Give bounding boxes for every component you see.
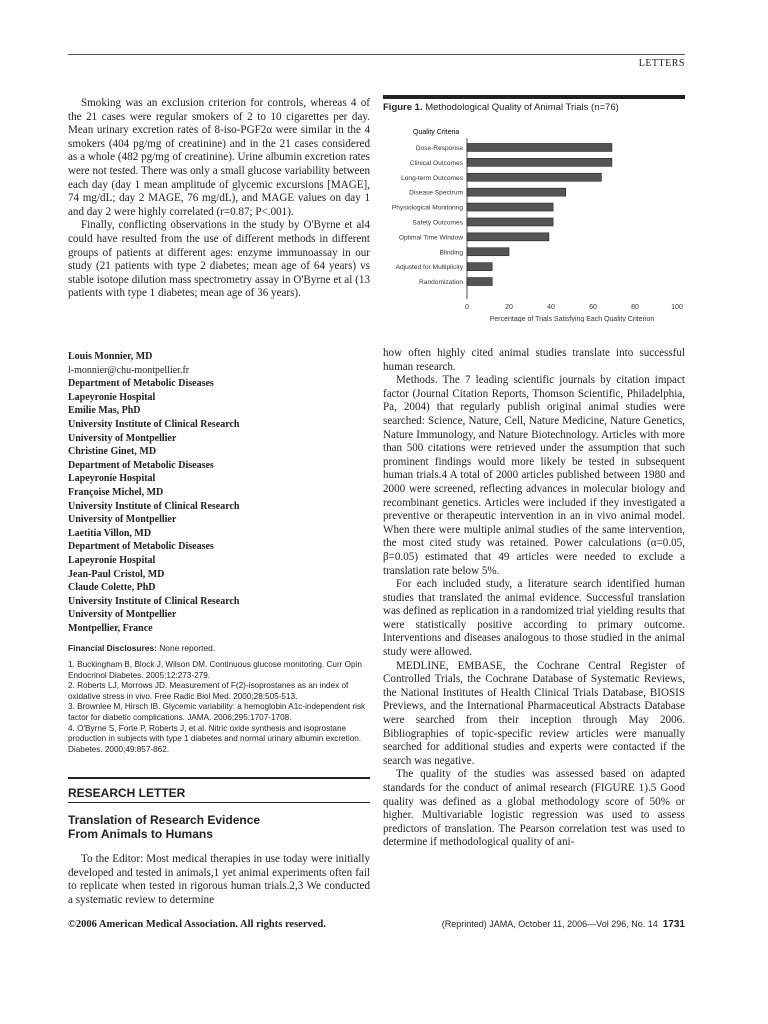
bar: [467, 203, 553, 211]
category-label: Disease Spectrum: [409, 189, 463, 197]
x-tick-label: 80: [631, 304, 639, 311]
author-block: [68, 568, 370, 582]
author-block: [68, 486, 370, 527]
author-block: [68, 404, 370, 445]
article-title-line: From Animals to Humans: [68, 827, 213, 841]
author-block: [68, 350, 370, 404]
financial-disclosures: [68, 643, 215, 653]
author-affiliation: University Institute of Clinical Research: [68, 500, 240, 512]
bar: [467, 263, 492, 271]
intro-paragraph-1: Smoking was an exclusion criterion for controls, whereas 4 of the 21 cases were regular smokers of 2 to 10 cigarettes per day. Mean urinary excretion rates of 8-iso-PGF2α were similar in the 4 smokers (404 pg/mg of creatinine) and in the 21 cases considered as a whole (482 pg/mg of creatinine). Urine albumin excretion rates were not tested. There was only a small glucose variability between each day (day 1 mean amplitude of glycemic excursions [MAGE], 74 mg/dL; day 2 MAGE, 76 mg/dL), and MAGE values on day 1 and day 2 were highly correlated (r=0.87; P<.001).: [68, 97, 370, 218]
bar: [467, 188, 566, 196]
bar: [467, 173, 601, 181]
chart-title: Quality Criteria: [413, 129, 460, 136]
running-head: LETTERS: [638, 58, 685, 69]
author-affiliation: Lapeyronie Hospital: [68, 554, 156, 566]
author-block: [68, 527, 370, 568]
figure-caption-text: Methodological Quality of Animal Trials (n=76): [425, 102, 619, 113]
x-tick-label: 100: [671, 304, 683, 311]
body-paragraph: how often highly cited animal studies translate into successful human research.: [383, 347, 685, 373]
reference-item: 1. Buckingham B, Block J, Wilson DM. Continuous glucose monitoring. Curr Opin Endocrinol Diabetes. 2005;12:273-279.: [68, 660, 362, 680]
body-paragraph: The quality of the studies was assessed based on adapted standards for the conduct of animal research (FIGURE 1).5 Good quality was defined as a global methodology score of 50% or higher. Multivariable logistic regression was used to assess predictors of translation. The Pearson correlation test was used to determine if methodological quality of ani-: [383, 768, 685, 849]
category-label: Optimal Time Window: [398, 234, 463, 242]
category-label: Blinding: [439, 249, 463, 257]
reference-item: 3. Brownlee M, Hirsch IB. Glycemic variability: a hemoglobin A1c-independent risk factor for diabetic complications. JAMA. 2006;295:1707-1708.: [68, 702, 366, 722]
author-affiliation: University Institute of Clinical Research: [68, 595, 240, 607]
body-paragraph: For each included study, a literature search identified human studies that translated the animal evidence. Successful translation was defined as replication in a randomized trial yielding results that were statistically positive according to primary outcome. Interventions and diseases analogous to those studied in the animal study were allowed.: [383, 578, 685, 659]
bar: [467, 248, 509, 256]
author-affiliation: Department of Metabolic Diseases: [68, 378, 214, 390]
author-name: Emilie Mas, PhD: [68, 405, 141, 417]
article-title: [68, 813, 370, 841]
x-tick-label: 20: [505, 304, 513, 311]
left-intro: [68, 97, 370, 301]
author-name: Jean-Paul Cristol, MD: [68, 568, 165, 580]
bar: [467, 233, 549, 241]
letter-opening-paragraph: To the Editor: Most medical therapies in use today were initially developed and tested in animals,1 yet animal experiments often fail to replicate when tested in rigorous human trials.2,3 We conducted a systematic review to determine: [68, 853, 370, 906]
category-label: Long-term Outcomes: [401, 174, 463, 182]
bar: [467, 158, 612, 166]
bar: [467, 218, 553, 226]
journal-citation: (Reprinted) JAMA, October 11, 2006—Vol 296, No. 14: [441, 919, 658, 929]
author-affiliation: University of Montpellier: [68, 609, 177, 621]
author-affiliation: Lapeyronie Hospital: [68, 473, 156, 485]
x-axis-label: Percentage of Trials Satisfying Each Quality Criterion: [489, 316, 655, 322]
figure-1-chart: [383, 122, 685, 322]
author-name: Laetitia Villon, MD: [68, 527, 152, 539]
x-tick-label: 60: [589, 304, 597, 311]
reference-item: 2. Roberts LJ, Morrows JD. Measurement of F(2)-isoprostanes as an index of oxidative stress in vivo. Free Radic Biol Med. 2000;28:505-513.: [68, 681, 349, 701]
methods-paragraph: Methods. The 7 leading scientific journals by citation impact factor (Journal Citation Reports, Thomson Scientific, Philadelphia, Pa, 2004) that regularly publish original animal studies were searched: Science, Nature, Cell, Nature Medicine, Nature Genetics, Nature Immunology, and Nature Biotechnology. Articles with more than 500 citations were retrieved under the assumption that such prominent findings would more likely be tested in subsequent human trials.4 A total of 2000 articles published between 1980 and 2000 were screened, reflecting advances in molecular biology and recombinant genetics. Articles were included if they investigated a preventive or therapeutic intervention in an in vivo animal model. When there were multiple animal studies of the same intervention, the most cited study was retained. Power calculations (α=0.05, β=0.05) estimated that 49 articles were needed to exclude a translation rate below 5%.: [383, 374, 685, 577]
header-rule: [68, 54, 685, 55]
intro-paragraph-2: Finally, conflicting observations in the study by O'Byrne et al4 could have resulted from the use of different methods in different groups of patients at different ages: enzyme immunoassay in our study (21 patients with type 2 diabetes; mean age of 64 years) vs stable isotope dilution mass spectrometry assay in O'Byrne et al (13 patients with type 1 diabetes; mean age of 36 years).: [68, 219, 370, 300]
author-name: Louis Monnier, MD: [68, 351, 153, 362]
author-name: Françoise Michel, MD: [68, 486, 164, 498]
section-heading: RESEARCH LETTER: [68, 777, 370, 803]
letter-opening: [68, 853, 370, 907]
author-list: [68, 350, 370, 635]
author-block: [68, 445, 370, 486]
figure-rule: [383, 95, 685, 99]
author-block: [68, 581, 370, 635]
category-label: Clinical Outcomes: [409, 159, 463, 167]
figure-caption: [383, 102, 619, 113]
author-affiliation: University of Montpellier: [68, 432, 177, 444]
category-label: Safety Outcomes: [412, 219, 463, 227]
bar: [467, 143, 612, 151]
category-label: Randomization: [419, 279, 463, 287]
author-affiliation: Lapeyronie Hospital: [68, 391, 156, 403]
author-affiliation: Department of Metabolic Diseases: [68, 541, 214, 553]
footer-citation: [442, 919, 685, 930]
copyright-notice: ©2006 American Medical Association. All rights reserved.: [68, 919, 326, 930]
article-title-line: Translation of Research Evidence: [68, 813, 261, 827]
author-name: Christine Ginet, MD: [68, 446, 157, 458]
figure-label: Figure 1.: [383, 102, 423, 113]
author-name: Claude Colette, PhD: [68, 582, 156, 594]
category-label: Physiological Monitoring: [391, 204, 463, 212]
reference-item: 4. O'Byrne S, Forte P, Roberts J, et al. Nitric oxide synthesis and isoprostane production in subjects with type 1 diabetes and normal urinary albumin excretion. Diabetes. 2000;49:857-862.: [68, 723, 362, 754]
author-affiliation: University Institute of Clinical Research: [68, 418, 240, 430]
category-label: Dose-Response: [415, 144, 463, 152]
disclosures-text: None reported.: [159, 643, 216, 653]
reference-list: [68, 660, 370, 755]
author-affiliation: Department of Metabolic Diseases: [68, 459, 214, 471]
disclosures-label: Financial Disclosures:: [68, 643, 157, 653]
author-affiliation: University of Montpellier: [68, 514, 177, 526]
author-affiliation: Montpellier, France: [68, 622, 153, 634]
category-label: Adjusted for Multiplicity: [395, 264, 463, 272]
bar: [467, 278, 492, 286]
author-email[interactable]: l-monnier@chu-montpellier.fr: [68, 364, 190, 376]
page-number: 1731: [662, 919, 685, 930]
body-paragraph: MEDLINE, EMBASE, the Cochrane Central Register of Controlled Trials, the Cochrane Database of Systematic Reviews, the National Institutes of Health Clinical Trials Database, BIOSIS Previews, and the International Pharmaceutical Abstracts Database were searched from their inception through May 2006. Bibliographies of topic-specific review articles were manually searched for additional studies and experts were contacted if the search was negative.: [383, 659, 685, 767]
right-column-text: [383, 347, 685, 850]
x-tick-label: 40: [547, 304, 555, 311]
x-tick-label: 0: [465, 304, 469, 311]
